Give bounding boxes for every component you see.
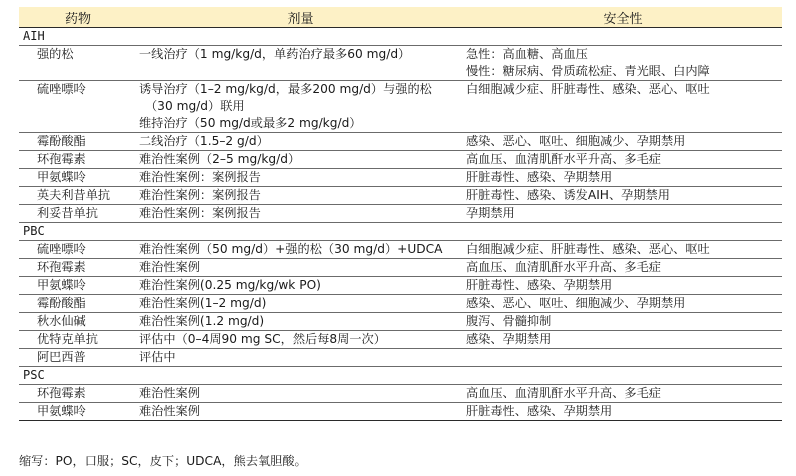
table-row	[19, 46, 782, 81]
dose-line: 难治性案例	[139, 404, 200, 418]
safety-cell	[464, 81, 782, 133]
table-row	[19, 151, 782, 169]
dose-line: 难治性案例：案例报告	[139, 206, 261, 220]
table-body	[19, 28, 782, 421]
table-row	[19, 241, 782, 259]
dose-cell	[137, 81, 464, 133]
table-row	[19, 295, 782, 313]
dose-line: 难治性案例(0.25 mg/kg/wk PO)	[139, 278, 321, 292]
drug-table	[19, 7, 782, 421]
safety-cell	[464, 169, 782, 187]
drug-cell: 英夫利昔单抗	[19, 187, 137, 205]
section-row	[19, 28, 782, 46]
dose-cell	[137, 313, 464, 331]
dose-line: 诱导治疗（1–2 mg/kg/d，最多200 mg/d）与强的松	[139, 82, 432, 96]
dose-cell	[137, 133, 464, 151]
section-label: PSC	[19, 367, 782, 385]
safety-cell	[464, 277, 782, 295]
table-row	[19, 385, 782, 403]
safety-line: 白细胞减少症、肝脏毒性、感染、恶心、呕吐	[466, 242, 710, 256]
safety-line: 肝脏毒性、感染、孕期禁用	[466, 404, 613, 418]
dose-line: 难治性案例	[139, 260, 200, 274]
safety-line: 白细胞减少症、肝脏毒性、感染、恶心、呕吐	[466, 82, 710, 96]
drug-cell: 甲氨蝶呤	[19, 277, 137, 295]
safety-line: 急性：高血糖、高血压	[466, 47, 588, 61]
dose-cell	[137, 295, 464, 313]
safety-cell	[464, 259, 782, 277]
table-row	[19, 331, 782, 349]
drug-cell: 环孢霉素	[19, 385, 137, 403]
drug-cell: 硫唑嘌呤	[19, 81, 137, 133]
safety-line: 肝脏毒性、感染、孕期禁用	[466, 170, 613, 184]
drug-cell: 甲氨蝶呤	[19, 403, 137, 421]
safety-cell	[464, 133, 782, 151]
drug-cell: 优特克单抗	[19, 331, 137, 349]
safety-line: 腹泻、骨髓抑制	[466, 314, 552, 328]
drug-cell: 强的松	[19, 46, 137, 81]
dose-cell	[137, 331, 464, 349]
safety-line: 高血压、血清肌酐水平升高、多毛症	[466, 386, 661, 400]
safety-line: 肝脏毒性、感染、孕期禁用	[466, 278, 613, 292]
dose-cell	[137, 385, 464, 403]
section-row	[19, 367, 782, 385]
section-label: AIH	[19, 28, 782, 46]
dose-cell	[137, 277, 464, 295]
safety-cell	[464, 205, 782, 223]
table-row	[19, 81, 782, 133]
dose-cell	[137, 205, 464, 223]
dose-line: 评估中（0–4周90 mg SC，然后每8周一次）	[139, 332, 386, 346]
dose-line: 难治性案例(1.2 mg/d)	[139, 314, 265, 328]
safety-line: 孕期禁用	[466, 206, 515, 220]
safety-line: 感染、恶心、呕吐、细胞减少、孕期禁用	[466, 296, 686, 310]
dose-line: 难治性案例（50 mg/d）+强的松（30 mg/d）+UDCA	[139, 242, 443, 256]
dose-line: 二线治疗（1.5–2 g/d）	[139, 134, 269, 148]
safety-line: 感染、恶心、呕吐、细胞减少、孕期禁用	[466, 134, 686, 148]
drug-cell: 利妥昔单抗	[19, 205, 137, 223]
dose-cell	[137, 349, 464, 367]
safety-line: 慢性：糖尿病、骨质疏松症、青光眼、白内障	[466, 64, 710, 78]
drug-cell: 阿巴西普	[19, 349, 137, 367]
safety-cell	[464, 295, 782, 313]
table-row	[19, 403, 782, 421]
safety-cell	[464, 403, 782, 421]
table-row	[19, 133, 782, 151]
drug-cell: 环孢霉素	[19, 151, 137, 169]
drug-cell: 霉酚酸酯	[19, 295, 137, 313]
dose-cell	[137, 259, 464, 277]
drug-cell: 硫唑嘌呤	[19, 241, 137, 259]
safety-cell	[464, 151, 782, 169]
table-row	[19, 205, 782, 223]
safety-line: 肝脏毒性、感染、诱发AIH、孕期禁用	[466, 188, 670, 202]
header-dose: 剂量	[137, 7, 464, 28]
table-row	[19, 349, 782, 367]
drug-cell: 秋水仙碱	[19, 313, 137, 331]
dose-line: 一线治疗（1 mg/kg/d，单药治疗最多60 mg/d）	[139, 47, 411, 61]
header-safety: 安全性	[464, 7, 782, 28]
drug-cell: 环孢霉素	[19, 259, 137, 277]
table-row	[19, 187, 782, 205]
safety-cell	[464, 46, 782, 81]
safety-cell	[464, 331, 782, 349]
dose-line: 维持治疗（50 mg/d或最多2 mg/kg/d）	[139, 116, 362, 130]
section-label: PBC	[19, 223, 782, 241]
safety-cell	[464, 187, 782, 205]
dose-line: 难治性案例	[139, 386, 200, 400]
dose-line: 评估中	[139, 350, 176, 364]
dose-line: 难治性案例（2–5 mg/kg/d）	[139, 152, 301, 166]
drug-cell: 甲氨蝶呤	[19, 169, 137, 187]
dose-cell	[137, 241, 464, 259]
safety-cell	[464, 349, 782, 367]
dose-line: 难治性案例(1–2 mg/d)	[139, 296, 267, 310]
dose-line: （30 mg/d）联用	[145, 99, 245, 113]
safety-line: 高血压、血清肌酐水平升高、多毛症	[466, 152, 661, 166]
footnote: 缩写：PO，口服；SC，皮下；UDCA，熊去氧胆酸。	[19, 454, 307, 468]
table-row	[19, 313, 782, 331]
safety-cell	[464, 241, 782, 259]
dose-cell	[137, 403, 464, 421]
table-row	[19, 169, 782, 187]
dose-cell	[137, 169, 464, 187]
dose-line: 难治性案例：案例报告	[139, 170, 261, 184]
dose-cell	[137, 151, 464, 169]
dose-cell	[137, 187, 464, 205]
dose-cell	[137, 46, 464, 81]
dose-line: 难治性案例：案例报告	[139, 188, 261, 202]
safety-cell	[464, 313, 782, 331]
section-row	[19, 223, 782, 241]
safety-cell	[464, 385, 782, 403]
header-row	[19, 7, 782, 28]
header-drug: 药物	[19, 7, 137, 28]
table-row	[19, 277, 782, 295]
drug-cell: 霉酚酸酯	[19, 133, 137, 151]
safety-line: 感染、孕期禁用	[466, 332, 552, 346]
safety-line: 高血压、血清肌酐水平升高、多毛症	[466, 260, 661, 274]
table-row	[19, 259, 782, 277]
